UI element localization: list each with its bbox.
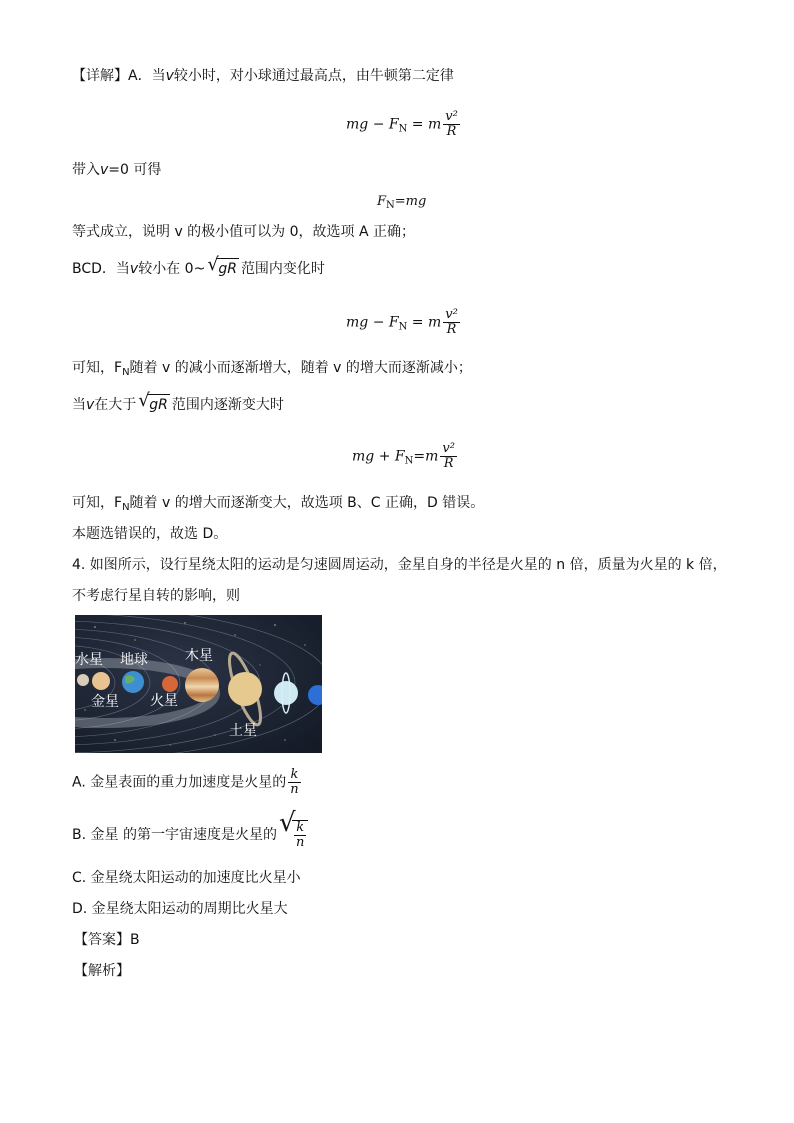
paragraph-v-large: 当v在大于 √ gR 范围内逐渐变大时 — [72, 390, 284, 413]
label-jupiter: 木星 — [185, 648, 213, 664]
venus-planet — [92, 672, 110, 690]
mars-planet — [162, 676, 178, 692]
text: 较小时，对小球通过最高点，由牛顿第二定律 — [173, 68, 454, 84]
mercury-planet — [77, 674, 89, 686]
answer-label: 【答案】B — [74, 932, 140, 948]
text: 【详解】A．当 — [72, 68, 166, 84]
paragraph-answer-d: 本题选错误的，故选 D。 — [72, 526, 228, 542]
sqrt: √ gR — [207, 254, 237, 277]
fraction: $\frac{\text{v²}}{R}$ — [445, 109, 458, 139]
analysis-label: 【解析】 — [74, 963, 130, 979]
equation-3: mg − $F_N = m$ $\frac{\text{v²}}{R}$ — [346, 307, 458, 337]
jupiter-planet — [185, 668, 219, 702]
var-v: v — [165, 68, 174, 84]
paragraph-conclusion-a: 等式成立，说明 v 的极小值可以为 0，故选项 A 正确； — [72, 224, 416, 240]
paragraph-fn-increase: 可知，$F_N$随着 v 的增大而逐渐变大，故选项 B、C 正确，D 错误。 — [72, 495, 485, 513]
label-venus: 金星 — [91, 694, 119, 710]
label-mercury: 水星 — [75, 652, 103, 668]
equation-4: mg + $F_N=m$ $\frac{\text{v²}}{R}$ — [352, 441, 455, 471]
paragraph-fn-decrease: 可知，$F_N$随着 v 的减小而逐渐增大，随着 v 的增大而逐渐减小； — [72, 360, 472, 378]
label-mars: 火星 — [150, 693, 178, 709]
uranus-planet — [274, 681, 298, 705]
paragraph-detail-a — [72, 66, 454, 86]
question-4-line2: 不考虑行星自转的影响，则 — [72, 588, 240, 604]
sqrt: √ gR — [138, 390, 168, 413]
equation-2: $F_N=mg$ — [377, 194, 427, 211]
label-earth: 地球 — [120, 652, 148, 668]
solar-system-figure — [75, 615, 322, 753]
eq-mid: = m — [407, 116, 442, 133]
eq-sub: N — [398, 123, 408, 135]
saturn-planet — [228, 672, 262, 706]
label-saturn: 土星 — [229, 723, 257, 739]
option-a[interactable]: A. 金星表面的重力加速度是火星的 $\frac{k}{n}$ — [72, 767, 299, 797]
option-c[interactable]: C. 金星绕太阳运动的加速度比火星小 — [72, 870, 301, 886]
sqrt-k-n: √ $\frac{k}{n}$ — [279, 820, 308, 850]
option-b[interactable]: B. 金星 的第一宇宙速度是火星的 √ $\frac{k}{n}$ — [72, 820, 310, 850]
fraction: $\frac{\text{v²}}{R}$ — [445, 307, 458, 337]
eq-left: mg − F — [346, 116, 399, 133]
paragraph-bcd: BCD．当v较小在 0~ √ gR 范围内变化时 — [72, 254, 325, 277]
fraction-k-n: $\frac{k}{n}$ — [290, 767, 299, 797]
question-4-line1: 4. 如图所示，设行星绕太阳的运动是匀速圆周运动，金星自身的半径是火星的 n 倍，质量为火星的 k 倍， — [72, 557, 727, 573]
fraction: $\frac{\text{v²}}{R}$ — [442, 441, 455, 471]
option-d[interactable]: D. 金星绕太阳运动的周期比火星大 — [72, 901, 288, 917]
paragraph-substitute: 带入v=0 可得 — [72, 162, 162, 178]
equation-1 — [346, 110, 460, 140]
